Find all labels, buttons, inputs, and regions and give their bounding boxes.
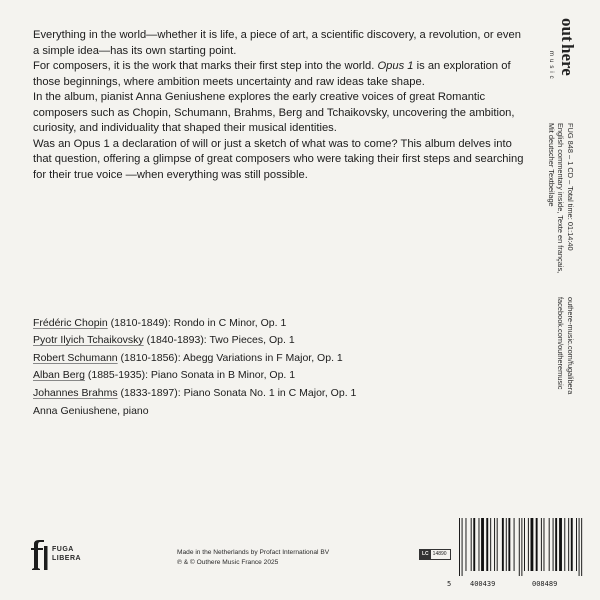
track-details: (1840-1893): Two Pieces, Op. 1 <box>143 334 295 347</box>
track-item <box>33 332 356 349</box>
copyright-line: ℗ & © Outhere Music France 2025 <box>177 559 279 566</box>
barcode-bar <box>571 518 573 571</box>
barcode-bar <box>559 518 562 571</box>
barcode-bar <box>576 518 577 571</box>
manufacturing-line: Made in the Netherlands by Profact International BV <box>177 549 330 556</box>
track-item <box>33 367 356 384</box>
barcode-bar <box>462 518 463 576</box>
composer-name: Alban Berg <box>33 369 85 382</box>
website-link: outhere-music.com/fugalibera <box>566 297 575 395</box>
barcode-bar <box>555 518 557 571</box>
barcode-bar <box>528 518 529 571</box>
barcode-bar <box>531 518 534 571</box>
barcode-first-digit: 5 <box>447 580 452 588</box>
barcode-bar <box>479 518 480 571</box>
track-item <box>33 385 356 402</box>
track-item <box>33 315 356 332</box>
composer-name: Robert Schumann <box>33 351 118 364</box>
notes-paragraph-3: In the album, pianist Anna Geniushene explores the early creative voices of great Romantic composers such as Chopin, Schumann, Brahms, Berg and Tchaikovsky, uncovering the ambition, curiosity, and individuality that shaped their musical identities. <box>33 91 515 134</box>
notes-paragraph-2-start: For composers, it is the work that marks their first step into the world. <box>33 60 378 72</box>
notes-paragraph-4: Was an Opus 1 a declaration of will or just a sketch of what was to come? This album delves into that question, offering a glimpse of great composers who were taking their first steps and searching for their true voice —when everything was still possible. <box>33 137 524 181</box>
barcode-bar <box>497 518 498 571</box>
barcode-bar <box>553 518 554 571</box>
barcode-bar <box>541 518 542 571</box>
barcode-bar <box>466 518 467 571</box>
performer-credit: Anna Geniushene, piano <box>33 405 149 417</box>
notes-paragraph-2 <box>33 59 528 90</box>
barcode-bar <box>519 518 520 576</box>
legal-info <box>177 548 329 568</box>
track-details: (1833-1897): Piano Sonata No. 1 in C Major, Op. 1 <box>117 386 357 399</box>
web-info <box>556 297 575 394</box>
outhere-logo-word-3: music <box>548 51 554 82</box>
barcode-bar <box>581 518 582 576</box>
track-details: (1885-1935): Piano Sonata in B Minor, Op. 1 <box>84 369 296 382</box>
catalog-line: FUG 848 – 1 CD – Total time: 01:14:40 <box>566 123 575 251</box>
barcode-bar <box>524 518 525 571</box>
composer-name: Johannes Brahms <box>33 386 118 399</box>
barcode-bar <box>514 518 515 571</box>
track-details: (1810-1856): Abegg Variations in F Major, Op. 1 <box>117 351 343 364</box>
barcode-right-digits: 008489 <box>532 580 558 588</box>
label-code-number: 14890 <box>432 551 447 557</box>
notes-paragraph-1: Everything in the world—whether it is life, a piece of art, a scientific discovery, a revolution, or even a simple idea—has its own starting point. <box>33 29 521 57</box>
barcode-bar <box>481 518 484 571</box>
fuga-libera-wordmark <box>52 545 81 563</box>
outhere-logo-word-1: out <box>558 18 577 42</box>
composer-name: Pyotr Ilyich Tchaikovsky <box>33 334 144 347</box>
barcode-bar <box>494 518 495 571</box>
barcode-bar <box>502 518 504 571</box>
barcode-bar <box>459 518 460 576</box>
album-title-italic: Opus 1 <box>377 60 414 72</box>
barcode-bar <box>544 518 545 571</box>
notes-paragraph-2-end: is an exploration of those beginnings, where ambition meets uncertainty and raw ideas take shape. <box>33 60 511 88</box>
album-notes <box>33 28 528 183</box>
barcode-left-digits: 400439 <box>470 580 496 588</box>
barcode-bar <box>568 518 569 571</box>
barcode-bar <box>508 518 510 571</box>
track-item <box>33 350 356 367</box>
track-list <box>33 315 356 402</box>
language-line-1: English commentary inside, Texte en français, <box>556 123 566 274</box>
barcode-bar <box>521 518 522 576</box>
barcode-bar <box>549 518 550 571</box>
barcode-bar <box>506 518 507 571</box>
barcode-bar <box>490 518 491 571</box>
catalog-info <box>547 123 576 273</box>
barcode-bar <box>473 518 475 571</box>
outhere-logo-word-2: here <box>558 44 577 76</box>
barcode-bar <box>579 518 580 576</box>
label-code-badge <box>419 549 451 560</box>
fuga-word: FUGA <box>52 546 74 553</box>
facebook-link: facebook.com/outheremusic <box>556 297 566 390</box>
barcode-bar <box>564 518 565 571</box>
barcode-bar <box>471 518 472 571</box>
track-details: (1810-1849): Rondo in C Minor, Op. 1 <box>107 317 287 329</box>
barcode-icon <box>455 518 585 576</box>
barcode-bar <box>486 518 488 571</box>
composer-name: Frédéric Chopin <box>33 317 108 329</box>
barcode-bar <box>536 518 538 571</box>
language-line-2: Mit deutscher Textbeilage <box>547 123 556 207</box>
label-code-prefix: LC <box>422 551 429 557</box>
libera-word: LIBERA <box>52 555 82 562</box>
outhere-logo <box>548 18 586 98</box>
